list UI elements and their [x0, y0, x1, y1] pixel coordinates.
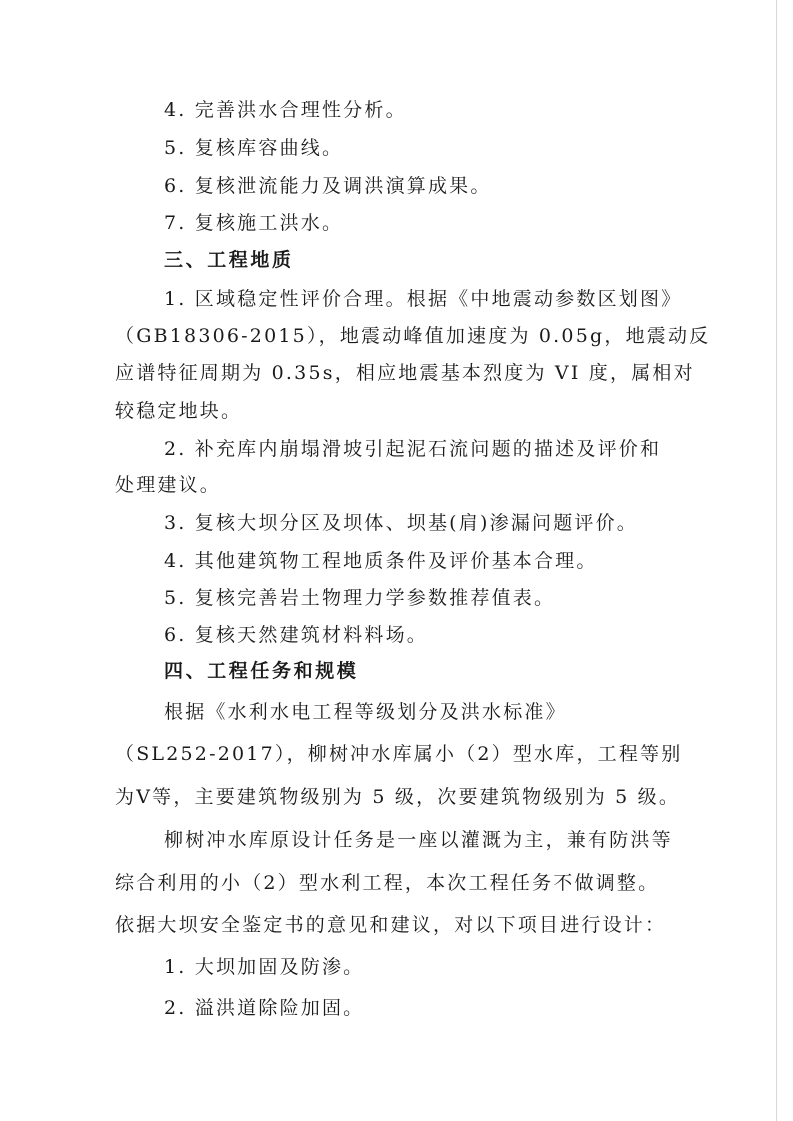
text-line: 2. 溢洪道除险加固。: [164, 997, 365, 1019]
text-line: 2. 补充库内崩塌滑坡引起泥石流问题的描述及评价和: [164, 438, 662, 460]
text-line: 为Ⅴ等，主要建筑物级别为 5 级，次要建筑物级别为 5 级。: [115, 786, 681, 808]
text-line: 1. 大坝加固及防渗。: [164, 956, 365, 978]
text-line: 7. 复核施工洪水。: [164, 212, 344, 234]
text-line: （SL252-2017），柳树冲水库属小（2）型水库，工程等别: [115, 743, 683, 765]
text-line: 3. 复核大坝分区及坝体、坝基(肩)渗漏问题评价。: [164, 512, 638, 534]
scan-edge-line: [776, 0, 777, 1121]
text-line: 1. 区域稳定性评价合理。根据《中地震动参数区划图》: [164, 288, 683, 310]
text-line: 6. 复核天然建筑材料料场。: [164, 624, 428, 646]
text-line: 应谱特征周期为 0.35s，相应地震基本烈度为 VI 度，属相对: [115, 362, 695, 384]
text-line: 综合利用的小（2）型水利工程，本次工程任务不做调整。: [115, 872, 660, 894]
text-line: 根据《水利水电工程等级划分及洪水标准》: [164, 701, 567, 723]
text-line: 4. 完善洪水合理性分析。: [164, 99, 407, 121]
text-line: 5. 复核库容曲线。: [164, 137, 344, 159]
text-line: 依据大坝安全鉴定书的意见和建议，对以下项目进行设计：: [115, 914, 667, 936]
text-line: 较稳定地块。: [115, 400, 243, 422]
text-line: 柳树冲水库原设计任务是一座以灌溉为主，兼有防洪等: [164, 829, 673, 851]
text-line: 4. 其他建筑物工程地质条件及评价基本合理。: [164, 550, 598, 572]
text-line: （GB18306-2015），地震动峰值加速度为 0.05g，地震动反: [115, 325, 711, 347]
text-line: 处理建议。: [115, 474, 222, 496]
text-line: 6. 复核泄流能力及调洪演算成果。: [164, 175, 492, 197]
text-line: 5. 复核完善岩土物理力学参数推荐值表。: [164, 587, 556, 609]
section-heading: 三、工程地质: [164, 249, 294, 271]
section-heading: 四、工程任务和规模: [164, 660, 359, 682]
